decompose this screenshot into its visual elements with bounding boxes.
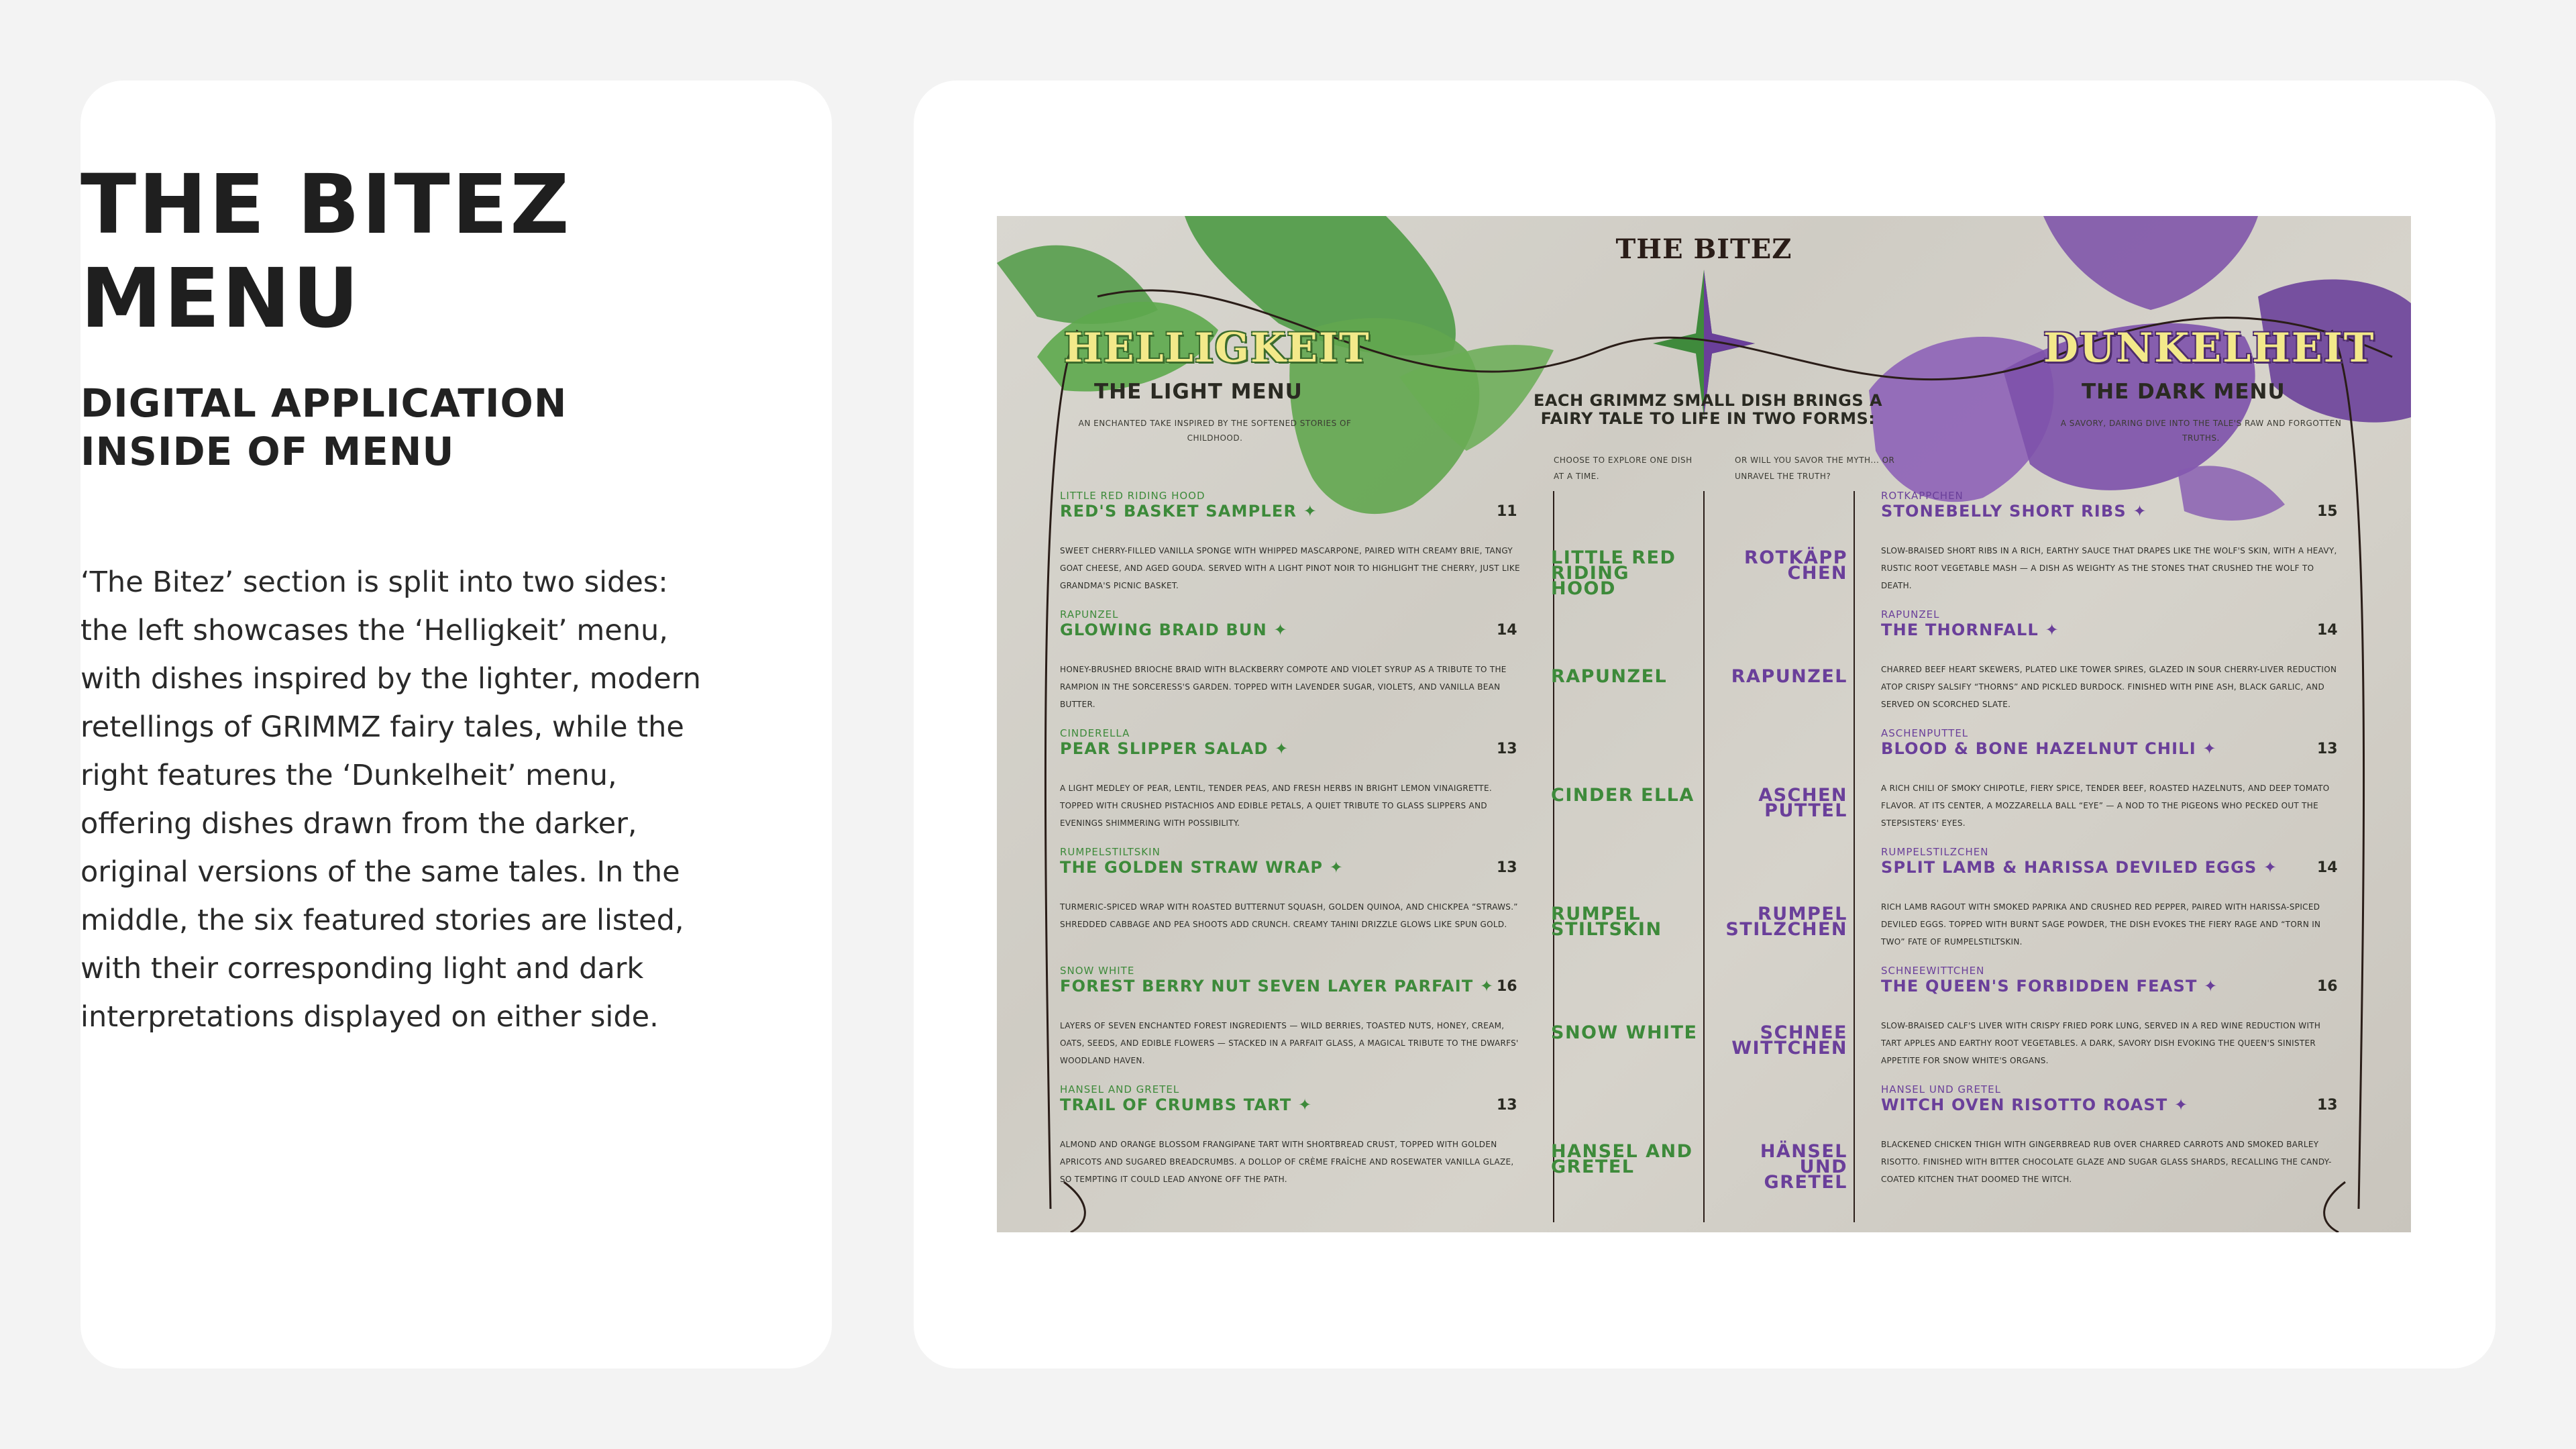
dark-item-dish: STONEBELLY SHORT RIBS ✦ — [1881, 502, 2147, 521]
dark-item-dish: WITCH OVEN RISOTTO ROAST ✦ — [1881, 1095, 2189, 1114]
light-item-story: SNOW WHITE — [1060, 965, 1135, 977]
light-item-description: SWEET CHERRY-FILLED VANILLA SPONGE WITH WHIPPED MASCARPONE, PAIRED WITH CREAMY BRIE, TANGY GOAT CHEESE, AND AGED GOUDA. SERVED WITH A LIGHT PINOT NOIR TO HIGHLIGHT THE CHERRY, JUST LIKE GRANDMA'S PICNIC BASKET. — [1060, 546, 1520, 590]
dark-item-dish: SPLIT LAMB & HARISSA DEVILED EGGS ✦ — [1881, 858, 2278, 877]
dark-item-story: RUMPELSTILZCHEN — [1881, 846, 1989, 858]
subtitle-line-1: DIGITAL APPLICATION — [80, 380, 568, 426]
dark-item-price: 14 — [2317, 622, 2338, 639]
light-item-price: 13 — [1497, 741, 1517, 757]
dark-item-description: SLOW-BRAISED SHORT RIBS IN A RICH, EARTHY SAUCE THAT DRAPES LIKE THE WOLF'S SKIN, WITH A HEAVY, RUSTIC ROOT VEGETABLE MASH — A DISH AS WEIGHTY AS THE STONES THAT CRUSHED THE WOLF TO DEATH. — [1881, 546, 2337, 590]
dark-item-description: CHARRED BEEF HEART SKEWERS, PLATED LIKE TOWER SPIRES, GLAZED IN SOUR CHERRY-LIVER REDUCTION ATOP CRISPY SALSIFY “THORNS” AND PICKLED BURDOCK. FINISHED WITH PINE ASH, BLACK GARLIC, AND SERVED ON SCORCHED SLATE. — [1881, 665, 2337, 709]
mid-light-story-name: LITTLE RED RIDING HOOD — [1551, 547, 1676, 599]
light-item-description: TURMERIC-SPICED WRAP WITH ROASTED BUTTERNUT SQUASH, GOLDEN QUINOA, AND CHICKPEA “STRAWS.” SHREDDED CABBAGE AND PEA SHOOTS ADD CRUNCH. CREAMY TAHINI DRIZZLE GLOWS LIKE SPUN GOLD. — [1060, 902, 1518, 929]
dark-item-description: BLACKENED CHICKEN THIGH WITH GINGERBREAD RUB OVER CHARRED CARROTS AND SMOKED BARLEY RISOTTO. FINISHED WITH BITTER CHOCOLATE GLAZE AND SUGAR GLASS SHARDS, RECALLING THE CANDY-COATED KITCHEN THAT DOOMED THE WITCH. — [1881, 1140, 2332, 1184]
dark-item-description: SLOW-BRAISED CALF'S LIVER WITH CRISPY FRIED PORK LUNG, SERVED IN A RED WINE REDUCTION WITH TART APPLES AND EARTHY ROOT VEGETABLES. A DARK, SAVORY DISH EVOKING THE QUEEN'S SINISTER APPETITE FOR SNOW WHITE'S ORGANS. — [1881, 1021, 2321, 1065]
menu-image — [997, 216, 2411, 1232]
light-item-description: LAYERS OF SEVEN ENCHANTED FOREST INGREDIENTS — WILD BERRIES, TOASTED NUTS, HONEY, CREAM, OATS, SEEDS, AND EDIBLE FLOWERS — STACKED IN A PARFAIT GLASS, A MAGICAL TRIBUTE TO THE DWARFS' WOODLAND HAVEN. — [1060, 1021, 1519, 1065]
light-item-story: RUMPELSTILTSKIN — [1060, 846, 1161, 858]
dark-item-story: SCHNEEWITTCHEN — [1881, 965, 1985, 977]
light-menu-title: HELLIGKEIT — [1064, 325, 1371, 372]
dark-item-story: ROTKAPPCHEN — [1881, 490, 1964, 502]
title-line-2: MENU — [80, 251, 361, 346]
dark-item-price: 13 — [2317, 741, 2338, 757]
light-item-description: ALMOND AND ORANGE BLOSSOM FRANGIPANE TART WITH SHORTBREAD CRUST, TOPPED WITH GOLDEN APRICOTS AND SUGARED BREADCRUMBS. A DOLLOP OF CRÈME FRAÎCHE AND ROSEWATER VANILLA GLAZE, SO TEMPTING IT COULD LEAD ANYONE OFF THE PATH. — [1060, 1140, 1514, 1184]
page-subtitle — [80, 379, 567, 476]
dark-menu-title: DUNKELHEIT — [2043, 325, 2375, 372]
light-item-dish: TRAIL OF CRUMBS TART ✦ — [1060, 1095, 1313, 1114]
light-item-price: 14 — [1497, 622, 1517, 639]
dark-item-description: RICH LAMB RAGOUT WITH SMOKED PAPRIKA AND CRUSHED RED PEPPER, PAIRED WITH HARISSA-SPICED DEVILED EGGS. TOPPED WITH BURNT SAGE POWDER, THE DISH EVOKES THE FIERY RAGE AND “TORN IN TWO” FATE OF RUMPELSTILTSKIN. — [1881, 902, 2321, 947]
mid-dark-story-name: RAPUNZEL — [1731, 666, 1847, 687]
choose-left-note: CHOOSE TO EXPLORE ONE DISH AT A TIME. — [1554, 455, 1693, 481]
dark-menu-subtitle: THE DARK MENU — [2082, 380, 2286, 404]
mid-light-story-name: HANSEL AND GRETEL — [1551, 1141, 1693, 1177]
menu-brand: THE BITEZ — [1615, 233, 1792, 265]
mid-dark-story-name: HÄNSEL UND GRETEL — [1760, 1141, 1847, 1193]
light-item-description: HONEY-BRUSHED BRIOCHE BRAID WITH BLACKBERRY COMPOTE AND VIOLET SYRUP AS A TRIBUTE TO THE RAMPION IN THE SORCERESS'S GARDEN. TOPPED WITH LAVENDER SUGAR, VIOLETS, AND VANILLA BEAN BUTTER. — [1060, 665, 1507, 709]
page-title — [80, 158, 572, 345]
dark-item-price: 14 — [2317, 859, 2338, 876]
mid-light-story-name: RAPUNZEL — [1551, 666, 1668, 687]
dark-item-dish: BLOOD & BONE HAZELNUT CHILI ✦ — [1881, 739, 2217, 758]
light-item-story: CINDERELLA — [1060, 727, 1130, 739]
light-item-story: HANSEL AND GRETEL — [1060, 1083, 1180, 1095]
light-item-dish: FOREST BERRY NUT SEVEN LAYER PARFAIT ✦ — [1060, 977, 1495, 996]
mid-light-story-name: RUMPEL STILTSKIN — [1551, 904, 1662, 940]
light-menu-tagline: AN ENCHANTED TAKE INSPIRED BY THE SOFTENED STORIES OF CHILDHOOD. — [1078, 419, 1352, 443]
light-item-price: 13 — [1497, 859, 1517, 876]
light-item-story: RAPUNZEL — [1060, 608, 1119, 621]
light-item-price: 13 — [1497, 1097, 1517, 1114]
mid-dark-story-name: RUMPEL STILZCHEN — [1725, 904, 1847, 940]
light-item-description: A LIGHT MEDLEY OF PEAR, LENTIL, TENDER PEAS, AND FRESH HERBS IN BRIGHT LEMON VINAIGRETTE. TOPPED WITH CRUSHED PISTACHIOS AND EDIBLE PETALS, A QUIET TRIBUTE TO GLASS SLIPPERS AND EVENINGS SHIMMERING WITH POSSIBILITY. — [1060, 784, 1492, 828]
dark-item-price: 13 — [2317, 1097, 2338, 1114]
light-item-dish: GLOWING BRAID BUN ✦ — [1060, 621, 1288, 639]
light-item-price: 16 — [1497, 978, 1517, 995]
light-item-story: LITTLE RED RIDING HOOD — [1060, 490, 1205, 502]
subtitle-line-2: INSIDE OF MENU — [80, 429, 455, 474]
title-line-1: THE BITEZ — [80, 157, 572, 252]
dark-item-story: RAPUNZEL — [1881, 608, 1940, 621]
dark-menu-tagline: A SAVORY, DARING DIVE INTO THE TALE'S RAW AND FORGOTTEN TRUTHS. — [2060, 419, 2342, 443]
mid-light-story-name: CINDER ELLA — [1551, 785, 1695, 806]
choose-right-note: OR WILL YOU SAVOR THE MYTH... OR UNRAVEL THE TRUTH? — [1735, 455, 1895, 481]
dark-item-story: ASCHENPUTTEL — [1881, 727, 1969, 739]
mid-dark-story-name: ROTKÄPP CHEN — [1743, 547, 1847, 584]
description-text: ‘The Bitez’ section is split into two sides: the left showcases the ‘Helligkeit’ menu, with dishes inspired by the lighter, modern retellings of GRIMMZ fairy tales, while the right features the ‘Dunkelheit’ menu, offering dishes drawn from the darker, original versions of the same tales. In the middle, the six featured stories are listed, with their corresponding light and dark interpretations displayed on either side. — [80, 566, 701, 1034]
dark-item-description: A RICH CHILI OF SMOKY CHIPOTLE, FIERY SPICE, TENDER BEEF, ROASTED HAZELNUTS, AND DEEP TOMATO FLAVOR. AT ITS CENTER, A MOZZARELLA BALL “EYE” — A NOD TO THE PIGEONS WHO PECKED OUT THE STEPSISTERS' EYES. — [1881, 784, 2330, 828]
center-heading: EACH GRIMMZ SMALL DISH BRINGS A FAIRY TALE TO LIFE IN TWO FORMS: — [1533, 391, 1883, 428]
dark-item-price: 16 — [2317, 978, 2338, 995]
dark-item-story: HANSEL UND GRETEL — [1881, 1083, 2001, 1095]
mid-dark-story-name: ASCHEN PUTTEL — [1758, 785, 1847, 821]
dark-item-price: 15 — [2317, 503, 2338, 520]
light-item-price: 11 — [1497, 503, 1517, 520]
light-item-dish: THE GOLDEN STRAW WRAP ✦ — [1060, 858, 1344, 877]
dark-item-dish: THE QUEEN'S FORBIDDEN FEAST ✦ — [1881, 977, 2218, 996]
light-item-dish: RED'S BASKET SAMPLER ✦ — [1060, 502, 1318, 521]
light-item-dish: PEAR SLIPPER SALAD ✦ — [1060, 739, 1289, 758]
dark-item-dish: THE THORNFALL ✦ — [1881, 621, 2059, 639]
light-menu-subtitle: THE LIGHT MENU — [1094, 380, 1303, 404]
mid-dark-story-name: SCHNEE WITTCHEN — [1731, 1022, 1847, 1059]
mid-light-story-name: SNOW WHITE — [1551, 1022, 1698, 1043]
